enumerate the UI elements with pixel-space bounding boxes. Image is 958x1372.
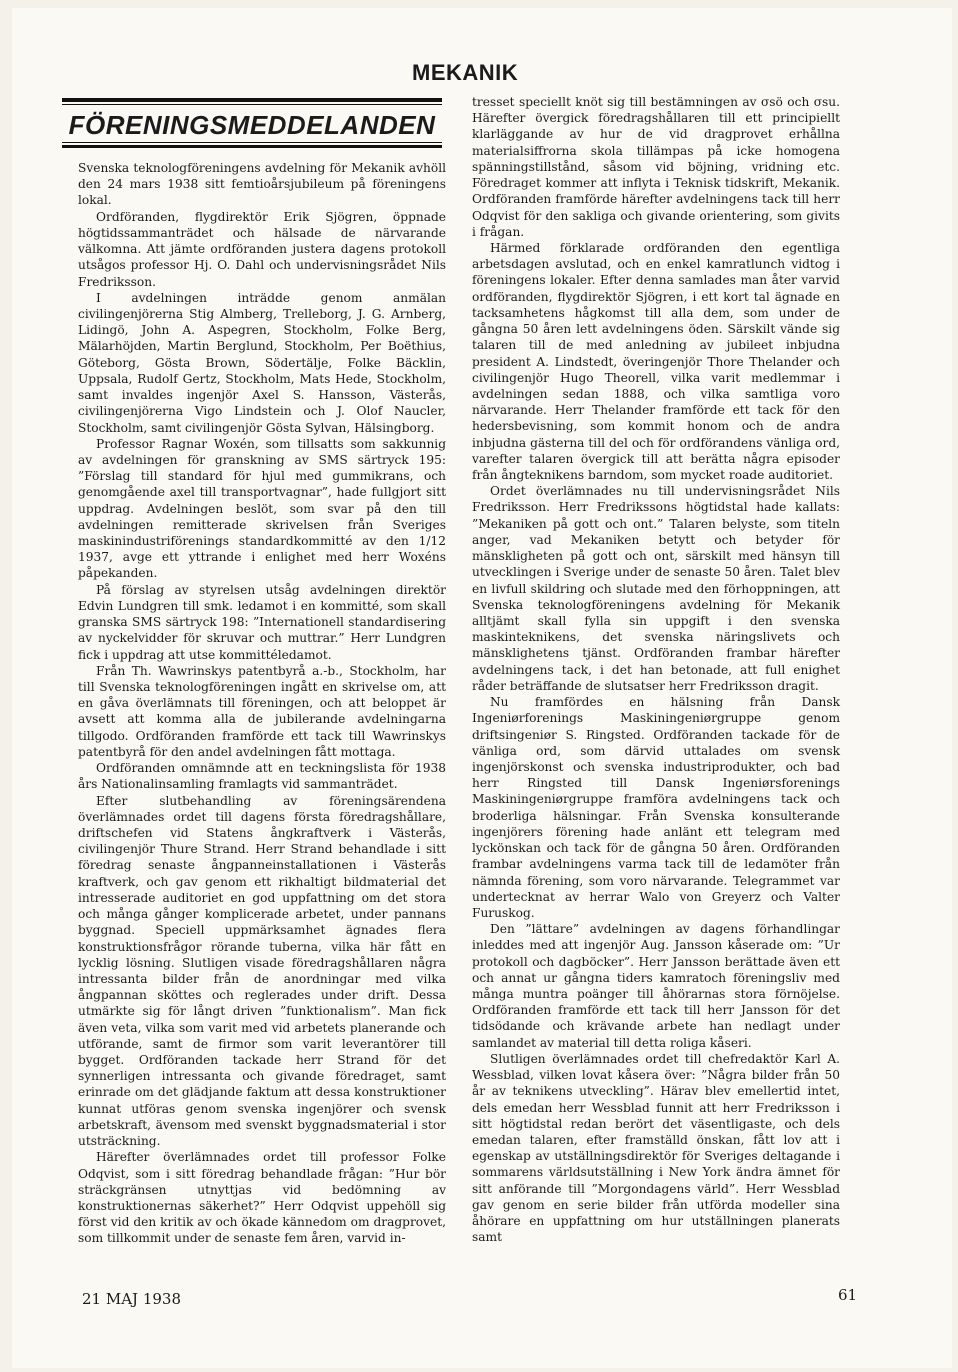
journal-header: MEKANIK <box>412 60 519 85</box>
paragraph: Härefter överlämnades ordet till professor Folke Odqvist, som i sitt föredrag behandlade frågan: ”Hur bör sträckgränsen utnyttjas vid bedömning av konstruktionernas säkerhet?” Herr Odqvist uppehöll sig först vid den kritik av och ökade kännedom om dragprovet, som tillkommit under de senaste fem åren, varvid in- <box>78 1150 446 1246</box>
left-column <box>78 160 446 1247</box>
paragraph: Från Th. Wawrinskys patentbyrå a.-b., Stockholm, har till Svenska teknologföreningen ingått en skrivelse om, att en gåva överlämnats till föreningen, och att beloppet är avsett att komma alla de jubilerande avdelningarna tillgodo. Ordföranden framförde ett tack till Wawrinskys patentbyrå för den andel avdelningen fått mottaga. <box>78 663 446 759</box>
paragraph: Härmed förklarade ordföranden den egentliga arbetsdagen avslutad, och en enkel kamratlunch vidtog i föreningens lokaler. Efter denna samlades man åter varvid ordföranden, flygdirektör Sjögren, i ett kort tal ägnade en tacksamhetens hågkomst till alla dem, som under de gångna 50 åren lett avdelningens öden. Särskilt vände sig talaren till de med anledning av jubileet inbjudna president A. Lindstedt, överingenjör Thore Thelander och civilingenjör Hugo Theorell, vilka varit medlemmar i avdelningen sedan 1888, och vilka samtliga voro närvarande. Herr Thelander framförde ett tack för den hedersbevisning, som kommit honom och de andra inbjudna gästerna till del och för ordförandens vänliga ord, varefter talaren övergick till att berätta några episoder från ångteknikens barndom, som mycket roade auditoriet. <box>472 240 840 483</box>
paragraph: Efter slutbehandling av föreningsärendena överlämnades ordet till dagens första föredragshållare, driftschefen vid Statens ångkraftverk i Västerås, civilingenjör Thure Strand. Herr Strand behandlade i sitt föredrag senaste ångpanneinstallationen i Västerås kraftverk, och gav genom ett rikhaltigt bildmaterial det intresserade auditoriet en god uppfattning om det stora och många gånger komplicerade arbetet, under pannans byggnad. Speciell uppmärksamhet ägnades flera konstruktionsfrågor rörande tuberna, vilka här fått en lycklig lösning. Slutligen visade föredragshållaren några intressanta bilder från de anordningar med vilka ångpannan sköttes och reglerades under drift. Dessa utmärkte sig för långt driven ”funktionalism”. Man fick även veta, vilka som varit med vid arbetets planerande och utförande, samt de firmor som varit leverantörer till bygget. Ordföranden tackade herr Strand för det synnerligen intressanta och givande föredraget, samt erinrade om det glädjande faktum att dessa konstruktioner kunnat utföras genom svenska ingenjörer och svensk arbetskraft, ävensom med svenskt byggnadsmaterial i stor utsträckning. <box>78 793 446 1149</box>
title-rule-bottom <box>62 145 442 148</box>
paragraph: tresset speciellt knöt sig till bestämningen av σsö och σsu. Härefter övergick föredragshållaren till ett principiellt klarläggande av hur de vid dragprovet erhållna materialsiffrorna skola tillämpas på icke homogena spänningstillstånd, såsom vid böjning, vridning etc. Föredraget kommer att inflyta i Teknisk tidskrift, Mekanik. Ordföranden framförde härefter avdelningens tack till herr Odqvist för den sakliga och givande orientering, som givits i frågan. <box>472 95 840 239</box>
paragraph: Svenska teknologföreningens avdelning för Mekanik avhöll den 24 mars 1938 sitt femtioårsjubileum på föreningens lokal. <box>78 161 446 208</box>
paragraph: Nu framfördes en hälsning från Dansk Ingeniørforenings Maskiningeniørgruppe genom driftsingeniør S. Ringsted. Ordföranden tackade för de vänliga ord, som därvid uttalades om svensk ingenjörskonst och svenska industriprodukter, och bad herr Ringsted till Dansk Ingeniørsforenings Maskiningeniørgruppe framföra avdelningens tack och broderliga hälsningar. Från Svenska konsulterande ingenjörers förening hade anlänt ett telegram med lyckönskan och tack för de gångna 50 åren. Ordföranden frambar avdelningens varma tack till de ledamöter från nämnda förening, som voro närvarande. Telegrammet var undertecknat av herrar Walo von Greyerz och Valter Furuskog. <box>472 695 840 920</box>
title-rule-top-thin <box>62 104 442 105</box>
paragraph: Ordet överlämnades nu till undervisningsrådet Nils Fredriksson. Herr Fredrikssons högtidstal hade kallats: ”Mekaniken på gott och ont.” Talaren belyste, som titeln anger, vad Mekaniken betytt och betyder för mänskligheten på gott och ont, särskilt med hänsyn till utvecklingen i Sverige under de senaste 50 åren. Talet blev en livfull skildring och slutade med den förhoppningen, att Svenska teknologföreningens avdelning för Mekanik alltjämt skall fylla sin uppgift i den svenska maskinteknikens, det svenska näringslivets och mänsklighetens tjänst. Ordföranden frambar härefter avdelningens tack, i det han betonade, att full enighet råder beträffande de slutsatser herr Fredriksson dragit. <box>472 484 840 693</box>
section-title: FÖRENINGSMEDDELANDEN <box>68 110 436 140</box>
paragraph: På förslag av styrelsen utsåg avdelningen direktör Edvin Lundgren till smk. ledamot i en kommitté, som skall granska SMS särtryck 198: ”Internationell standardisering av nyckelvidder för skruvar och muttrar.” Herr Lundgren fick i uppdrag att utse kommittéledamot. <box>78 582 446 662</box>
paragraph: Ordföranden omnämnde att en teckningslista för 1938 års Nationalinsamling framlagts vid sammanträdet. <box>78 761 446 792</box>
paragraph: I avdelningen inträdde genom anmälan civilingenjörerna Stig Almberg, Trelleborg, J. G. Arnberg, Lidingö, John A. Aspegren, Stockholm, Folke Berg, Mälarhöjden, Martin Berglund, Stockholm, Per Boëthius, Göteborg, Gösta Brown, Södertälje, Folke Bäcklin, Uppsala, Rudolf Gertz, Stockholm, Mats Hede, Stockholm, samt invaldes ingenjör Axel S. Hansson, Västerås, civilingenjörerna Vigo Lindstein och J. Olof Naucler, Stockholm, samt civilingenjör Gösta Sylvan, Hälsingborg. <box>78 290 446 435</box>
title-rule-top <box>62 98 442 102</box>
paragraph: Ordföranden, flygdirektör Erik Sjögren, öppnade högtidssammanträdet och hälsade de närvarande välkomna. Att jämte ordföranden justera dagens protokoll utsågos professor Hj. O. Dahl och undervisningsrådet Nils Fredriksson. <box>78 209 446 289</box>
issue-date: 21 MAJ 1938 <box>82 1290 182 1308</box>
paragraph: Slutligen överlämnades ordet till chefredaktör Karl A. Wessblad, vilken lovat kåsera över: ”Några bilder från 50 år av teknikens utveckling”. Härav blev emellertid intet, dels emedan herr Wessblad funnit att herr Fredriksson i sitt högtidstal redan berört det väsentligaste, och dels emedan talaren, efter framställd önskan, fått lov att i egenskap av utställningsdirektör för Sveriges deltagande i sommarens världsutställning i New York ändra ämnet för sitt anförande till ”Morgondagens värld”. Herr Wessblad gav genom en serie bilder från utförda modeller sina åhörare en uppfattning om hur utställningen planerats samt <box>472 1051 840 1245</box>
right-column <box>472 94 840 1246</box>
paragraph: Den ”lättare” avdelningen av dagens förhandlingar inleddes med att ingenjör Aug. Jansson kåserade om: ”Ur protokoll och dagböcker”. Herr Jansson berättade även ett och annat ur gångna tiders kamratoch föreningsliv med många muntra poänger till åhörarnas stora förnöjelse. Ordföranden framförde ett tack till herr Jansson för det tidsödande och krävande arbete han nedlagt under samlandet av material till detta roliga kåseri. <box>472 922 840 1050</box>
paragraph: Professor Ragnar Woxén, som tillsatts som sakkunnig av avdelningen för granskning av SMS särtryck 195: ”Förslag till standard för hjul med gummikrans, och genomgående axel till transportvagnar”, hade fullgjort sitt uppdrag. Avdelningen beslöt, som svar på den till avdelningen remitterade skrivelsen från Sveriges maskinindustriförenings standardkommitté av den 1/12 1937, avge ett yttrande i enlighet med herr Woxéns påpekanden. <box>78 436 446 581</box>
title-rule-bottom-thin <box>62 142 442 143</box>
page-number: 61 <box>838 1286 858 1304</box>
